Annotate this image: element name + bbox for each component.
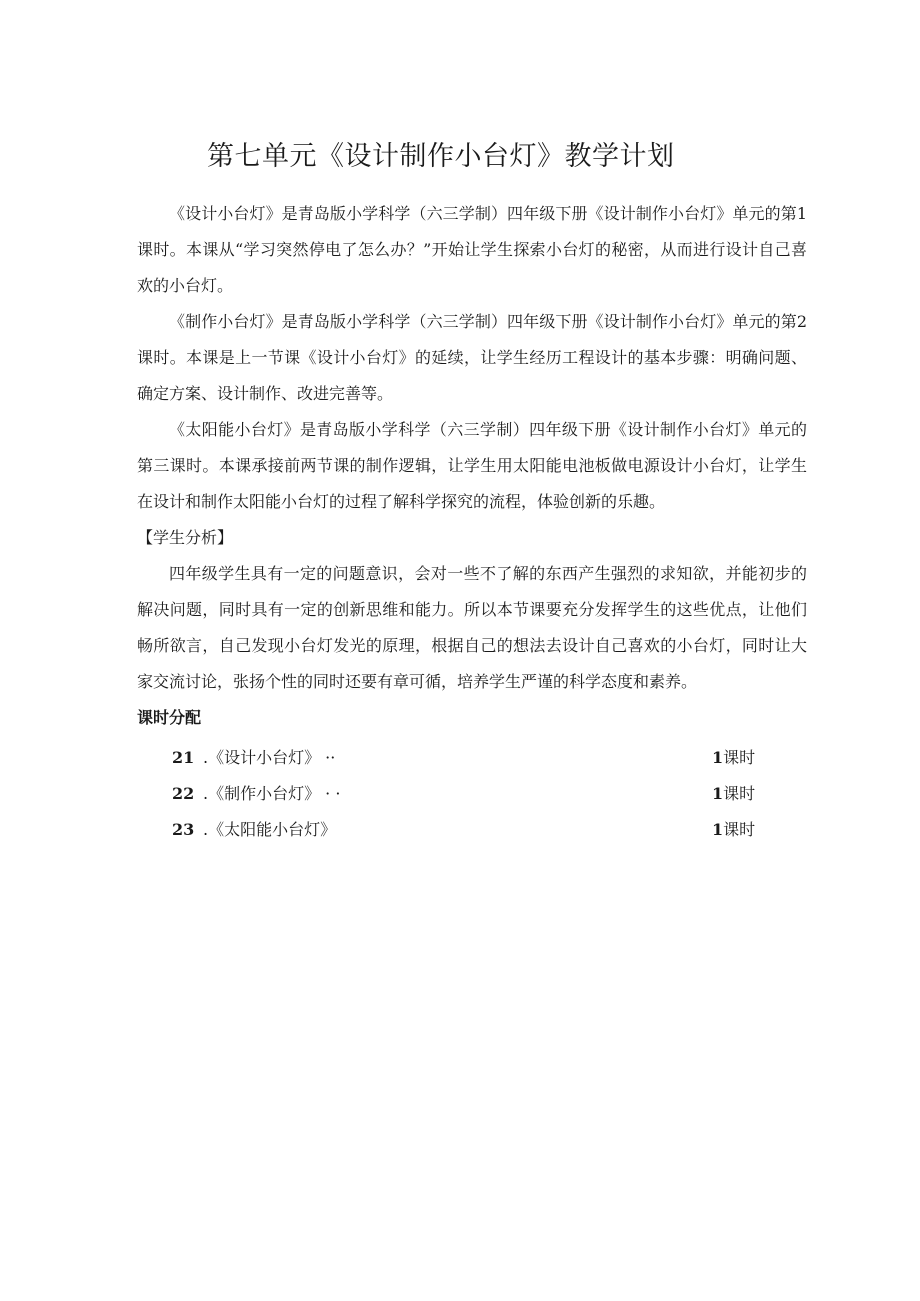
intro-paragraph-make-lamp: 《制作小台灯》是青岛版小学科学（六三学制）四年级下册《设计制作小台灯》单元的第2课时。本课是上一节课《设计小台灯》的延续，让学生经历工程设计的基本步骤：明确问题、确定方案、设计制作、改进完善等。 <box>137 312 807 403</box>
lesson-hours <box>712 740 755 776</box>
lesson-name: .《制作小台灯》 · · <box>203 784 341 803</box>
lesson-hours-count: 1 <box>712 784 724 803</box>
lesson-allocation-heading: 课时分配 <box>137 708 202 727</box>
intro-paragraph-solar-lamp: 《太阳能小台灯》是青岛版小学科学（六三学制）四年级下册《设计制作小台灯》单元的第三课时。本课承接前两节课的制作逻辑，让学生用太阳能电池板做电源设计小台灯，让学生在设计和制作太阳能小台灯的过程了解科学探究的流程，体验创新的乐趣。 <box>137 420 807 511</box>
lesson-allocation-item <box>172 740 792 776</box>
lesson-name: .《太阳能小台灯》 <box>203 820 337 839</box>
lesson-hours-count: 1 <box>712 820 724 839</box>
intro-paragraph-design-lamp: 《设计小台灯》是青岛版小学科学（六三学制）四年级下册《设计制作小台灯》单元的第1课时。本课从“学习突然停电了怎么办？”开始让学生探索小台灯的秘密，从而进行设计自己喜欢的小台灯。 <box>137 204 807 295</box>
lesson-hours-count: 1 <box>712 748 724 767</box>
lesson-hours-unit: 课时 <box>723 748 756 767</box>
lesson-number: 22 <box>172 784 195 803</box>
lesson-hours-unit: 课时 <box>723 784 756 803</box>
lesson-number: 21 <box>172 748 195 767</box>
document-title: 第七单元《设计制作小台灯》教学计划 <box>207 141 675 173</box>
lesson-number: 23 <box>172 820 195 839</box>
lesson-hours <box>712 812 755 848</box>
student-analysis-heading: 【学生分析】 <box>137 528 234 547</box>
lesson-allocation-item <box>172 776 792 812</box>
lesson-allocation-list <box>172 740 792 848</box>
lesson-hours-unit: 课时 <box>723 820 756 839</box>
student-analysis-paragraph: 四年级学生具有一定的问题意识，会对一些不了解的东西产生强烈的求知欲，并能初步的解决问题，同时具有一定的创新思维和能力。所以本节课要充分发挥学生的这些优点，让他们畅所欲言，自己发现小台灯发光的原理，根据自己的想法去设计自己喜欢的小台灯，同时让大家交流讨论，张扬个性的同时还要有章可循，培养学生严谨的科学态度和素养。 <box>137 564 807 691</box>
lesson-name: .《设计小台灯》 ·· <box>203 748 336 767</box>
lesson-hours <box>712 776 755 812</box>
lesson-allocation-item <box>172 812 792 848</box>
